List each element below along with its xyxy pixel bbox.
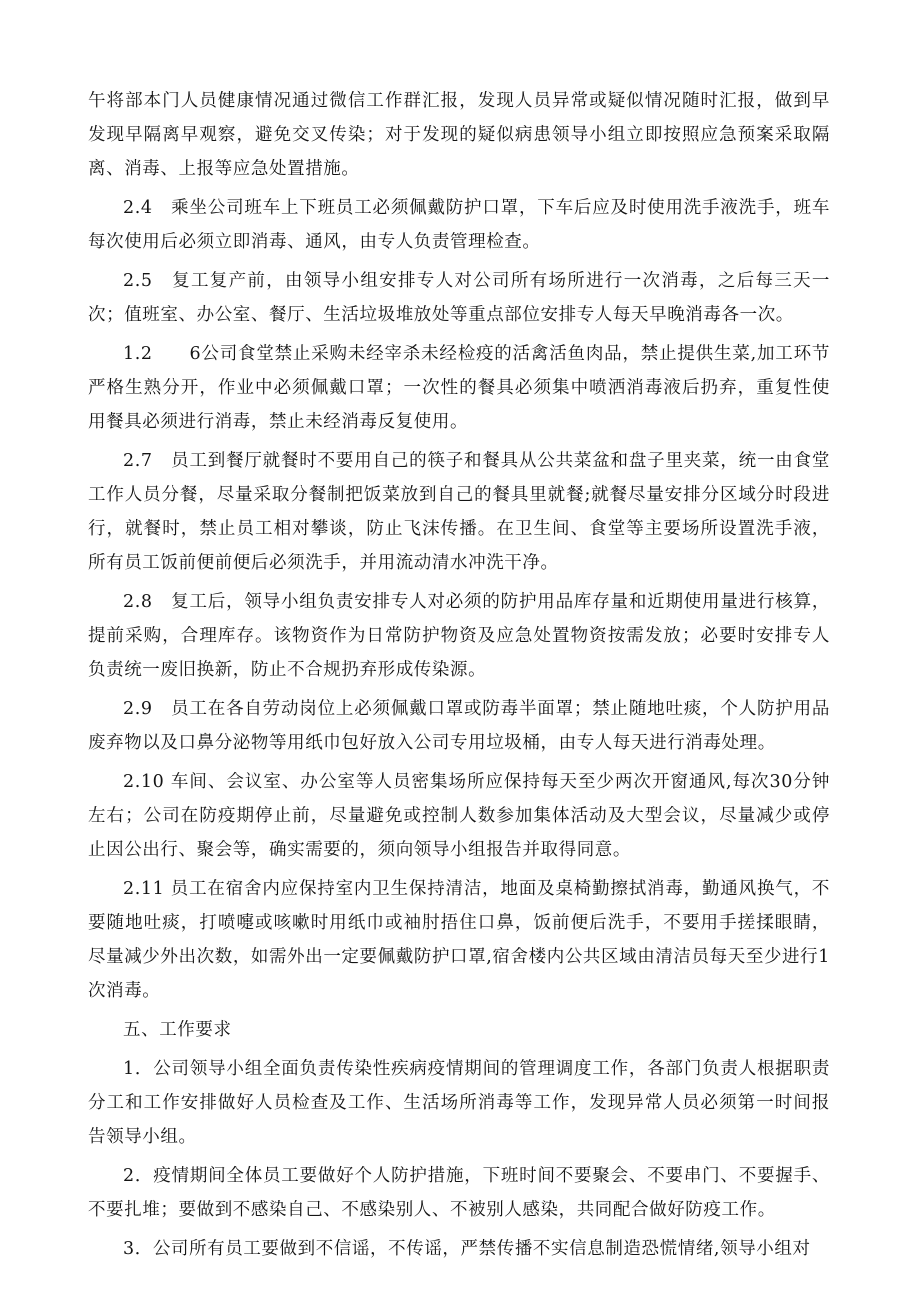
paragraph-2-4-shuttle-bus: 2.4 乘坐公司班车上下班员工必须佩戴防护口罩，下车后应及时使用洗手液洗手，班车每次使用后必须立即消毒、通风，由专人负责管理检查。	[88, 198, 830, 252]
paragraph-2-11-dormitory: 2.11 员工在宿舍内应保持室内卫生保持清洁，地面及桌椅勤擦拭消毒，勤通风换气，不要随地吐痰，打喷嚏或咳嗽时用纸巾或袖肘捂住口鼻，饭前便后洗手，不要用手搓揉眼睛，尽量减少外出次数，如需外出一定要佩戴防护口罩,宿舍楼内公共区域由清洁员每天至少进行1次消毒。	[88, 879, 830, 1001]
paragraph-2-10-ventilation: 2.10 车间、会议室、办公室等人员密集场所应保持每天至少两次开窗通风,每次30分钟左右；公司在防疫期停止前，尽量避免或控制人数参加集体活动及大型会议，尽量减少或停止因公出行、聚会等，确实需要的，须向领导小组报告并取得同意。	[88, 772, 830, 860]
paragraph-2-5-disinfection: 2.5 复工复产前，由领导小组安排专人对公司所有场所进行一次消毒，之后每三天一次；值班室、办公室、餐厅、生活垃圾堆放处等重点部位安排专人每天早晚消毒各一次。	[88, 271, 830, 325]
paragraph-2-7-dining: 2.7 员工到餐厅就餐时不要用自己的筷子和餐具从公共菜盆和盘子里夹菜，统一由食堂工作人员分餐，尽量采取分餐制把饭菜放到自己的餐具里就餐;就餐尽量安排分区域分时段进行，就餐时，禁止员工相对攀谈，防止飞沫传播。在卫生间、食堂等主要场所设置洗手液，所有员工饭前便前便后必须洗手，并用流动清水冲洗干净。	[88, 451, 830, 573]
paragraph-requirement-3: 3．公司所有员工要做到不信谣，不传谣，严禁传播不实信息制造恐慌情绪,领导小组对	[123, 1239, 811, 1259]
section-heading-work-requirements: 五、工作要求	[123, 1020, 232, 1040]
paragraph-1-2-canteen: 1.2 6公司食堂禁止采购未经宰杀未经检疫的活禽活鱼肉品，禁止提供生菜,加工环节严格生熟分开，作业中必须佩戴口罩；一次性的餐具必须集中喷洒消毒液后扔弃，重复性使用餐具必须进行消毒，禁止未经消毒反复使用。	[88, 344, 830, 432]
paragraph-isolation-report: 午将部本门人员健康情况通过微信工作群汇报，发现人员异常或疑似情况随时汇报，做到早发现早隔离早观察，避免交叉传染；对于发现的疑似病患领导小组立即按照应急预案采取隔离、消毒、上报等应急处置措施。	[88, 91, 830, 179]
paragraph-requirement-1: 1．公司领导小组全面负责传染性疾病疫情期间的管理调度工作，各部门负责人根据职责分工和工作安排做好人员检查及工作、生活场所消毒等工作，发现异常人员必须第一时间报告领导小组。	[88, 1059, 830, 1147]
paragraph-requirement-2: 2．疫情期间全体员工要做好个人防护措施，下班时间不要聚会、不要串门、不要握手、不要扎堆；要做到不感染自己、不感染别人、不被别人感染，共同配合做好防疫工作。	[88, 1166, 830, 1220]
document-body	[88, 84, 830, 1271]
paragraph-2-9-masks: 2.9 员工在各自劳动岗位上必须佩戴口罩或防毒半面罩；禁止随地吐痰，个人防护用品废弃物以及口鼻分泌物等用纸巾包好放入公司专用垃圾桶，由专人每天进行消毒处理。	[88, 699, 830, 753]
paragraph-2-8-supplies: 2.8 复工后，领导小组负责安排专人对必须的防护用品库存量和近期使用量进行核算，提前采购，合理库存。该物资作为日常防护物资及应急处置物资按需发放；必要时安排专人负责统一废旧换新，防止不合规扔弃形成传染源。	[88, 592, 830, 680]
